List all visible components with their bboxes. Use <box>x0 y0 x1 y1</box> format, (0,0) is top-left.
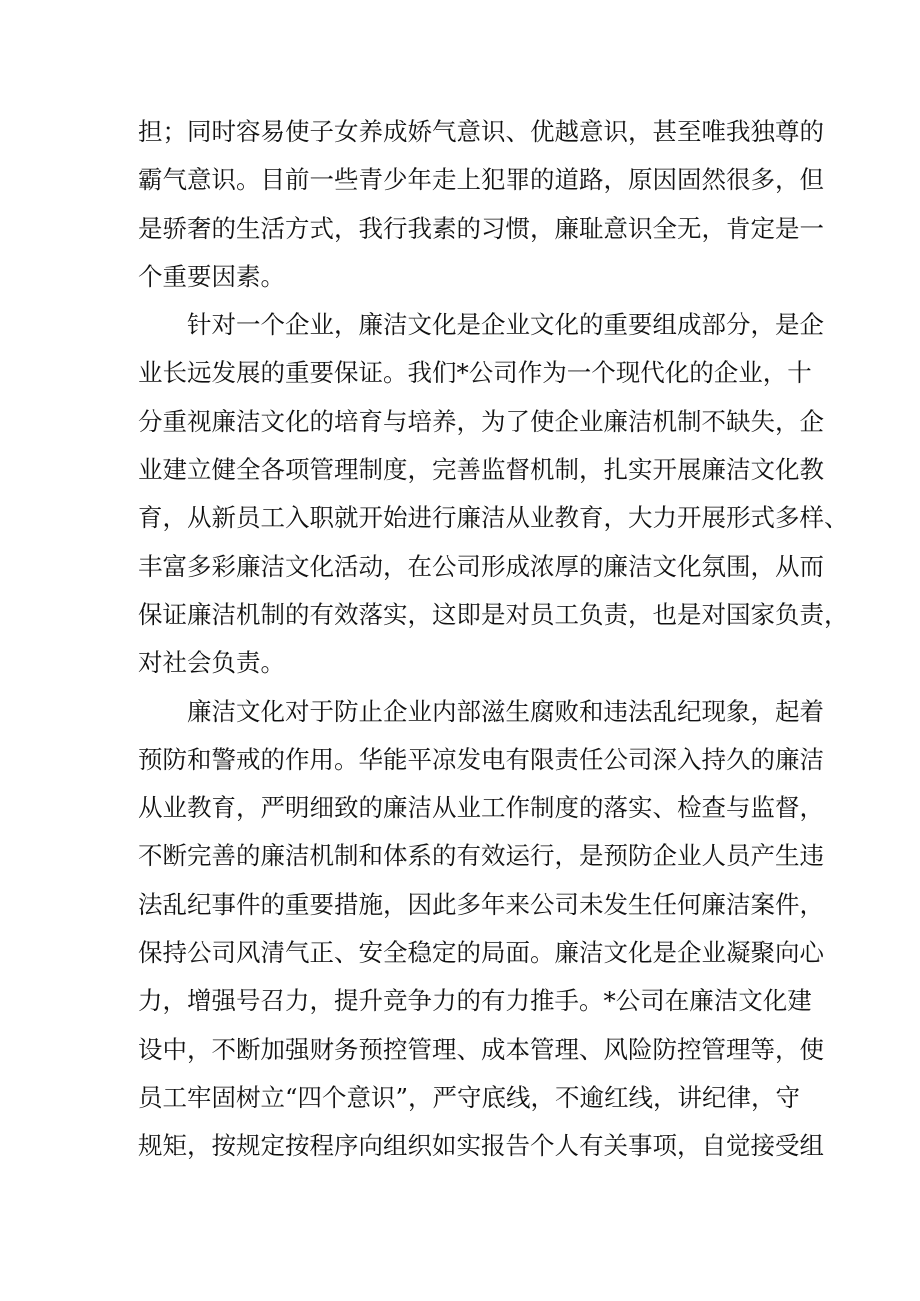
text-line: 丰富多彩廉洁文化活动，在公司形成浓厚的廉洁文化氛围，从而 <box>138 551 824 581</box>
paragraph <box>138 301 849 687</box>
text-line: 保证廉洁机制的有效落实，这即是对员工负责，也是对国家负责， <box>138 599 849 629</box>
document-body <box>138 108 849 1171</box>
paragraph <box>138 688 824 1171</box>
text-line: 力，增强号召力，提升竞争力的有力推手。*公司在廉洁文化建 <box>138 986 812 1016</box>
text-line: 廉洁文化对于防止企业内部滋生腐败和违法乱纪现象，起着 <box>187 696 824 726</box>
text-line: 不断完善的廉洁机制和体系的有效运行，是预防企业人员产生违 <box>138 841 824 871</box>
text-line: 对社会负责。 <box>138 648 285 678</box>
text-line: 针对一个企业，廉洁文化是企业文化的重要组成部分，是企 <box>187 310 824 340</box>
text-line: 业长远发展的重要保证。我们*公司作为一个现代化的企业，十 <box>138 358 812 388</box>
text-line: 霸气意识。目前一些青少年走上犯罪的道路，原因固然很多，但 <box>138 165 824 195</box>
text-line: 法乱纪事件的重要措施，因此多年来公司未发生任何廉洁案件， <box>138 889 824 919</box>
paragraph <box>138 108 824 301</box>
text-line: 个重要因素。 <box>138 261 285 291</box>
text-line: 业建立健全各项管理制度，完善监督机制，扎实开展廉洁文化教 <box>138 455 824 485</box>
text-line: 育，从新员工入职就开始进行廉洁从业教育，大力开展形式多样、 <box>138 503 849 533</box>
text-line: 保持公司风清气正、安全稳定的局面。廉洁文化是企业凝聚向心 <box>138 938 824 968</box>
text-line: 设中，不断加强财务预控管理、成本管理、风险防控管理等，使 <box>138 1034 824 1064</box>
text-line: 从业教育，严明细致的廉洁从业工作制度的落实、检查与监督， <box>138 793 824 823</box>
text-line: 员工牢固树立“四个意识”，严守底线，不逾红线，讲纪律，守 <box>138 1082 801 1112</box>
text-line: 是骄奢的生活方式，我行我素的习惯，廉耻意识全无，肯定是一 <box>138 213 824 243</box>
text-line: 规矩，按规定按程序向组织如实报告个人有关事项，自觉接受组 <box>138 1131 824 1161</box>
text-line: 分重视廉洁文化的培育与培养，为了使企业廉洁机制不缺失，企 <box>138 406 824 436</box>
text-line: 预防和警戒的作用。华能平凉发电有限责任公司深入持久的廉洁 <box>138 744 824 774</box>
text-line: 担；同时容易使子女养成娇气意识、优越意识，甚至唯我独尊的 <box>138 117 824 146</box>
